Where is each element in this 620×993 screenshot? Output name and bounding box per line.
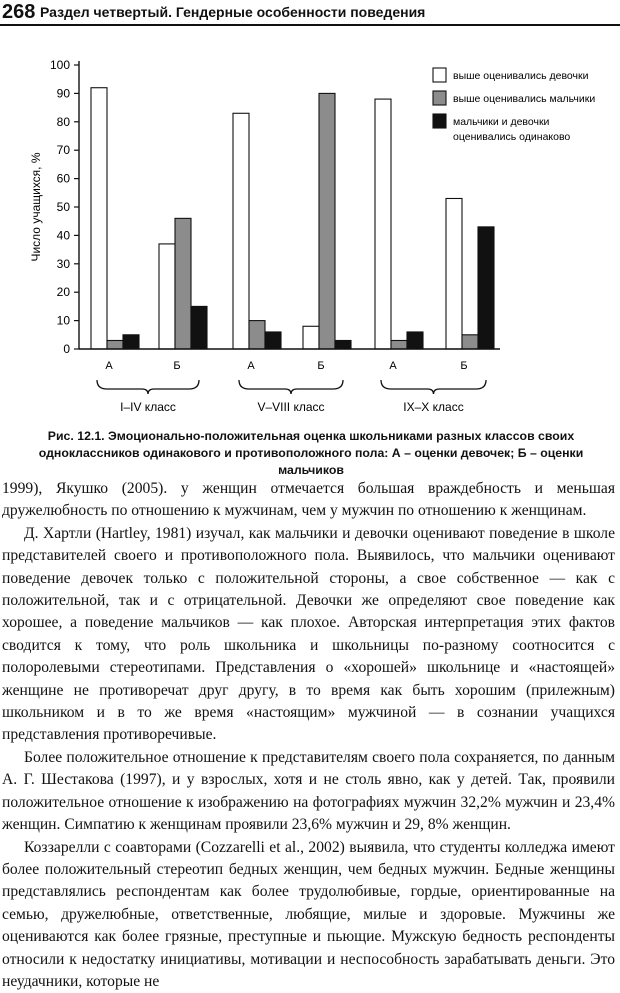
bar — [407, 332, 423, 349]
bar-chart — [0, 28, 620, 423]
caption-label: Рис. 12.1. — [48, 429, 105, 443]
y-tick-label: 20 — [57, 285, 71, 299]
category-label: А — [389, 360, 397, 372]
bar — [391, 340, 407, 349]
paragraph: 1999), Якушко (2005). у женщин отмечается большая враждебность и меньшая дружелюбность по отношению к мужчинам, чем у мужчин по отношению к женщинам. — [2, 478, 615, 523]
y-tick-label: 80 — [57, 115, 71, 129]
running-title: Раздел четвертый. Гендерные особенности поведения — [40, 4, 425, 20]
bar — [107, 340, 123, 349]
y-tick-label: 100 — [50, 58, 70, 72]
legend-swatch — [433, 68, 446, 82]
legend-label: мальчики и девочки — [453, 116, 550, 128]
caption-text: Эмоционально-положительная оценка школьниками разных классов своих одноклассников одинакового и противоположного пола: А – оценки девочек; Б – оценки мальчиков — [39, 429, 584, 477]
y-tick-label: 30 — [57, 257, 71, 271]
legend-swatch — [433, 114, 446, 128]
bar — [478, 227, 494, 349]
category-label: А — [105, 360, 113, 372]
figure — [0, 28, 620, 428]
paragraph: Более положительное отношение к представителям своего пола сохраняется, по данным А. Г. Шестакова (1997), и у взрослых, хотя и не столь явно, как у детей. Так, проявили положительное отношение к изображению на фотографиях мужчин 32,2% мужчин и 23,4% женщин. Симпатию к женщинам проявили 23,6% мужчин и 29, 8% женщин. — [2, 747, 615, 837]
page-number: 268 — [2, 1, 35, 24]
group-bracket — [381, 380, 486, 394]
bar — [319, 93, 335, 349]
y-tick-label: 10 — [57, 314, 71, 328]
bar — [265, 332, 281, 349]
y-tick-label: 50 — [57, 200, 71, 214]
figure-caption — [26, 428, 596, 479]
bar — [175, 218, 191, 349]
bar — [233, 113, 249, 349]
bar — [191, 306, 207, 349]
legend-label: оценивались одинаково — [453, 131, 570, 143]
legend-label: выше оценивались мальчики — [453, 93, 595, 105]
legend-swatch — [433, 91, 446, 105]
category-label: А — [247, 360, 255, 372]
bar — [375, 99, 391, 349]
group-bracket — [239, 380, 343, 394]
page-header — [0, 0, 620, 26]
bar — [446, 198, 462, 349]
paragraph: Д. Хартли (Hartley, 1981) изучал, как мальчики и девочки оценивают поведение в школе представителей своего и противоположного пола. Выявилось, что мальчики оценивают поведение девочек только с положительной стороны, а свое собственное — как с положительной, так и с отрицательной. Девочки же определяют свое поведение как хорошее, а поведение мальчиков — как плохое. Авторская интерпретация этих фактов сводится к тому, что роль школьника и школьницы по-разному соотносится с полоролевыми стереотипами. Представления о «хорошей» школьнице и «настоящей» женщине не противоречат друг другу, в то время как быть хорошим (прилежным) школьником и в то же время «настоящим» мужчиной — в сознании учащихся представления противоречивые. — [2, 523, 615, 747]
y-tick-label: 70 — [57, 143, 71, 157]
category-label: Б — [460, 360, 467, 372]
group-label: I–IV класс — [120, 400, 176, 414]
body-text — [2, 478, 615, 993]
y-axis-label: Число учащихся, % — [29, 152, 43, 261]
paragraph: Коззарелли с соавторами (Cozzarelli et al., 2002) выявила, что студенты колледжа имеют более положительный стереотип бедных женщин, чем бедных мужчин. Бедные женщины представлялись респондентам как более трудолюбивые, гордые, ориентированные на семью, дружелюбные, ответственные, любящие, милые и здоровые. Мужчины же оцениваются как более грязные, преступные и пьющие. Мужскую бедность респонденты относили к недостатку инициативы, мотивации и неспособность зарабатывать деньги. Это неудачники, которые не — [2, 837, 615, 993]
bar — [159, 244, 175, 349]
category-label: Б — [317, 360, 324, 372]
legend-label: выше оценивались девочки — [453, 70, 589, 82]
group-label: IX–X класс — [403, 400, 463, 414]
bar — [303, 326, 319, 349]
bar — [462, 335, 478, 349]
bar — [91, 88, 107, 349]
group-label: V–VIII класс — [257, 400, 324, 414]
bar — [123, 335, 139, 349]
y-tick-label: 40 — [57, 228, 71, 242]
y-tick-label: 0 — [63, 342, 70, 356]
group-bracket — [97, 380, 199, 394]
bar — [249, 321, 265, 349]
category-label: Б — [173, 360, 180, 372]
y-tick-label: 90 — [57, 86, 71, 100]
bar — [335, 340, 351, 349]
y-tick-label: 60 — [57, 172, 71, 186]
